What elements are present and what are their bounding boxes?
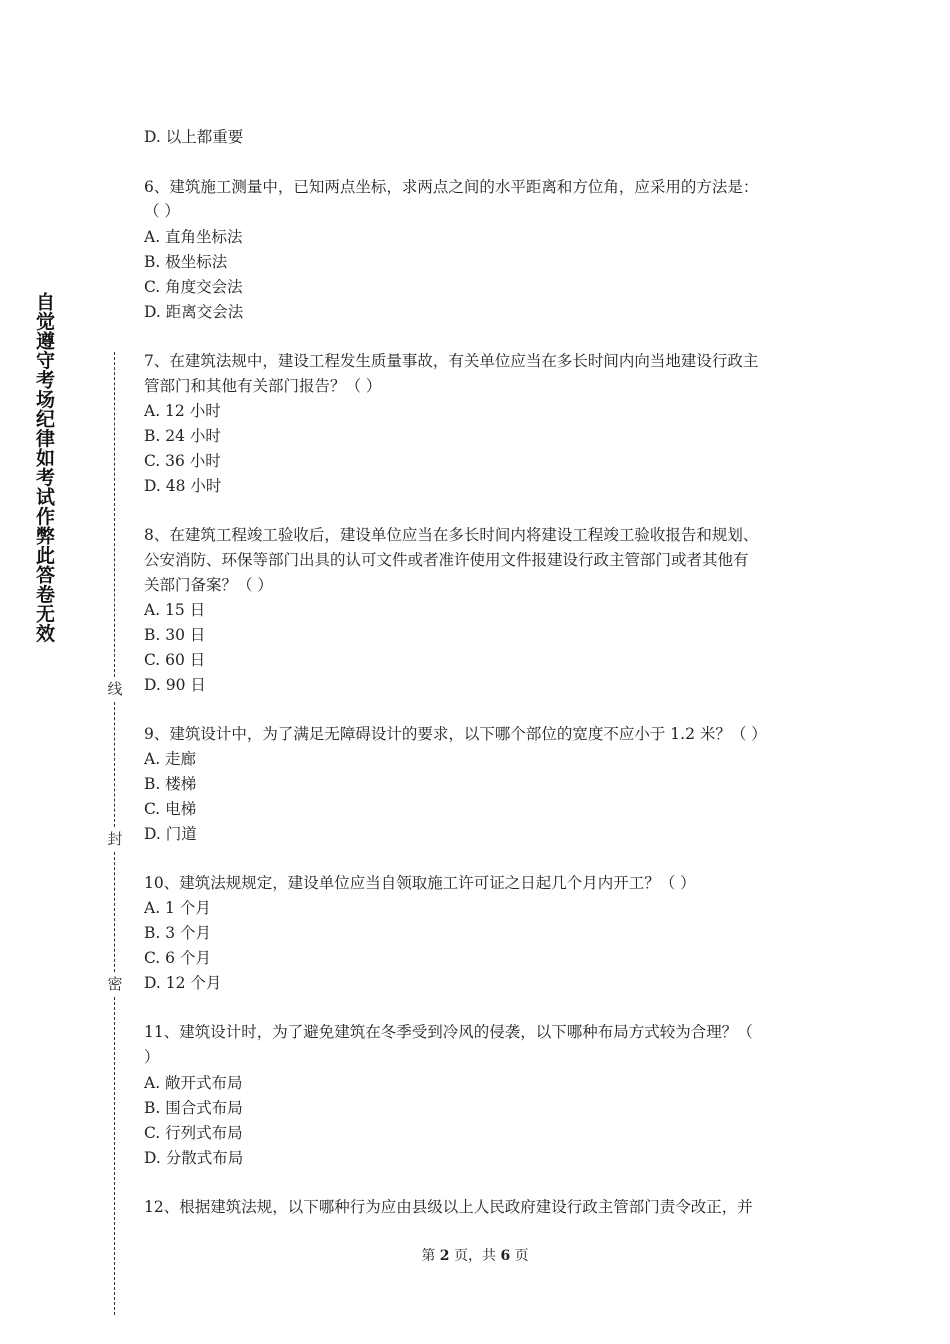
question-8-option-c: C. 60 日 <box>144 651 206 669</box>
question-10-option-a: A. 1 个月 <box>144 899 211 917</box>
footer-prefix: 第 <box>421 1248 440 1264</box>
page-total: 6 <box>500 1248 511 1264</box>
question-6-option-a: A. 直角坐标法 <box>144 228 243 246</box>
binding-label-feng: 封 <box>107 830 123 848</box>
question-10-stem: 10、建筑法规规定，建设单位应当自领取施工许可证之日起几个月内开工？（ ） <box>144 874 696 892</box>
question-9-stem: 9、建筑设计中，为了满足无障碍设计的要求，以下哪个部位的宽度不应小于 1.2 米？（ ） <box>144 725 767 743</box>
binding-label-mi: 密 <box>107 975 123 993</box>
question-7-option-a: A. 12 小时 <box>144 402 221 420</box>
question-12-stem: 12、根据建筑法规，以下哪种行为应由县级以上人民政府建设行政主管部门责令改正，并 <box>144 1198 753 1216</box>
binding-dashed-line <box>114 702 115 827</box>
question-7-option-b: B. 24 小时 <box>144 427 221 445</box>
question-6-option-b: B. 极坐标法 <box>144 253 228 271</box>
question-11-option-a: A. 敞开式布局 <box>144 1074 243 1092</box>
question-11-stem: ） <box>144 1048 160 1066</box>
question-7-option-c: C. 36 小时 <box>144 452 221 470</box>
question-10-option-c: C. 6 个月 <box>144 949 211 967</box>
question-6-option-d: D. 距离交会法 <box>144 303 244 321</box>
binding-label-xian: 线 <box>107 680 123 698</box>
question-9-option-d: D. 门道 <box>144 825 197 843</box>
question-10-option-d: D. 12 个月 <box>144 974 222 992</box>
question-7-stem: 管部门和其他有关部门报告？（ ） <box>144 377 382 395</box>
question-9-option-a: A. 走廊 <box>144 750 197 768</box>
question-8-option-b: B. 30 日 <box>144 626 206 644</box>
question-8-option-d: D. 90 日 <box>144 676 206 694</box>
question-8-stem: 关部门备案？（ ） <box>144 576 273 594</box>
question-11-option-d: D. 分散式布局 <box>144 1149 244 1167</box>
question-8-stem: 8、在建筑工程竣工验收后，建设单位应当在多长时间内将建设工程竣工验收报告和规划、 <box>144 526 759 544</box>
question-6-stem: 6、建筑施工测量中，已知两点坐标，求两点之间的水平距离和方位角，应采用的方法是： <box>144 178 759 196</box>
binding-dashed-line <box>114 352 115 677</box>
footer-suffix: 页 <box>510 1248 529 1264</box>
page-footer <box>0 1245 950 1265</box>
footer-middle: 页，共 <box>449 1248 501 1264</box>
question-7-stem: 7、在建筑法规中，建设工程发生质量事故，有关单位应当在多长时间内向当地建设行政主 <box>144 352 759 370</box>
binding-dashed-line <box>114 852 115 972</box>
question-11-option-b: B. 围合式布局 <box>144 1099 243 1117</box>
page-number: 2 <box>439 1248 450 1264</box>
question-6-stem: （ ） <box>144 202 180 220</box>
question-7-option-d: D. 48 小时 <box>144 477 222 495</box>
question-6-option-c: C. 角度交会法 <box>144 278 243 296</box>
question-9-option-b: B. 楼梯 <box>144 775 197 793</box>
question-8-stem: 公安消防、环保等部门出具的认可文件或者准许使用文件报建设行政主管部门或者其他有 <box>144 551 749 569</box>
exam-discipline-warning: 自觉遵守考场纪律如考试作弊此答卷无效 <box>33 292 55 643</box>
option-text: D. 以上都重要 <box>144 128 244 146</box>
binding-dashed-line <box>114 997 115 1315</box>
question-8-option-a: A. 15 日 <box>144 601 206 619</box>
question-11-stem: 11、建筑设计时，为了避免建筑在冬季受到冷风的侵袭，以下哪种布局方式较为合理？（ <box>144 1023 753 1041</box>
question-9-option-c: C. 电梯 <box>144 800 197 818</box>
question-11-option-c: C. 行列式布局 <box>144 1124 243 1142</box>
question-10-option-b: B. 3 个月 <box>144 924 212 942</box>
